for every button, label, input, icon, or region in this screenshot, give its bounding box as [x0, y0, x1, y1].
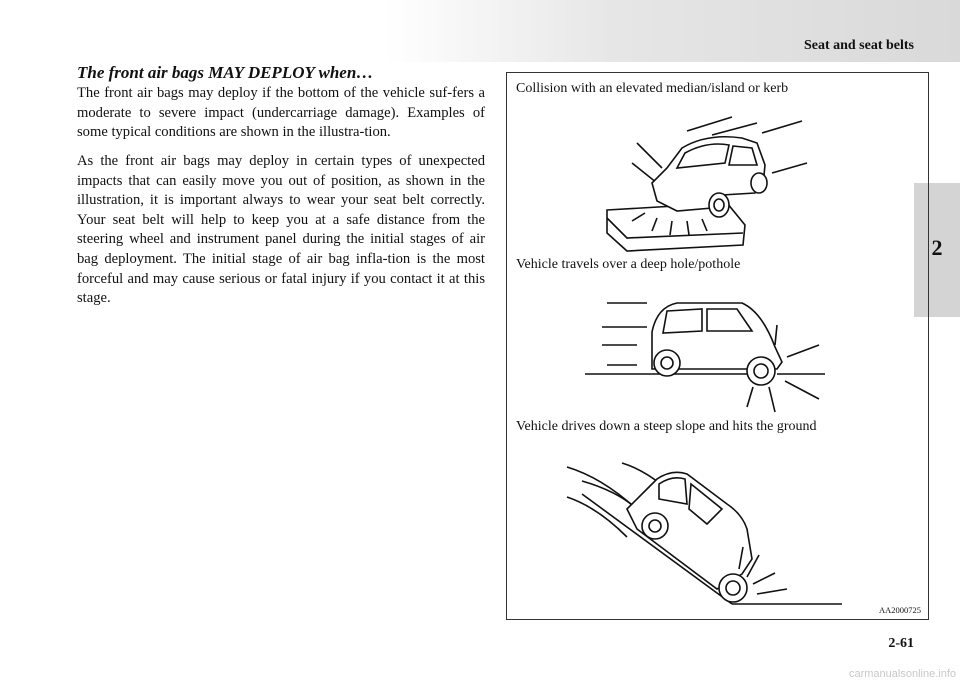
- motion-line: [582, 481, 637, 509]
- car-wheel: [642, 513, 668, 539]
- impact-mark: [757, 589, 787, 594]
- car-wheel: [751, 173, 767, 193]
- car-wheel: [709, 193, 729, 217]
- impact-mark: [753, 573, 775, 584]
- steep-slope-figure: [507, 449, 928, 609]
- illustration-panel: [506, 72, 929, 620]
- car-wheel: [719, 574, 747, 602]
- car-wheel: [654, 350, 680, 376]
- chapter-number: 2: [931, 235, 943, 260]
- impact-mark: [775, 325, 777, 345]
- motion-line: [567, 497, 627, 537]
- page-number: 2-61: [888, 636, 914, 651]
- paragraph-undercarriage: The front air bags may deploy if the bottom of the vehicle suf-fers a moderate to severe impact (undercarriage damage). Examples of some typical conditions are shown in the illustra-tion.: [77, 85, 485, 141]
- caption-pothole: Vehicle travels over a deep hole/pothole: [516, 257, 741, 272]
- kerb-collision-figure: [507, 113, 928, 263]
- impact-mark: [747, 387, 753, 407]
- kerb-edge: [607, 218, 743, 238]
- illustration-code: AA2000725: [878, 605, 921, 615]
- motion-line: [632, 163, 657, 183]
- watermark[interactable]: carmanualsonline.info: [848, 668, 956, 680]
- impact-mark: [687, 221, 689, 235]
- motion-line: [637, 143, 662, 168]
- impact-mark: [769, 387, 775, 412]
- section-heading: The front air bags MAY DEPLOY when…: [77, 63, 374, 82]
- impact-mark: [652, 218, 657, 231]
- impact-mark: [787, 345, 819, 357]
- motion-line: [712, 123, 757, 135]
- impact-mark: [632, 213, 645, 221]
- impact-mark: [702, 219, 707, 231]
- paragraph-seat-belt-warning: As the front air bags may deploy in certain types of unexpected impacts that can easily move you out of position, as shown in the illustration, it is important always to wear your seat belt correctly. Your seat belt will help to keep you at a safe distance from the steering wheel and instrument panel during the initial stages of air bag deployment. The initial stage of air bag infla-tion is the most forceful and may cause serious or fatal injury if you contact it at this stage.: [77, 153, 485, 307]
- motion-line: [687, 117, 732, 131]
- impact-mark: [670, 221, 672, 235]
- caption-steep-slope: Vehicle drives down a steep slope and hits the ground: [516, 419, 817, 434]
- car-wheel: [747, 357, 775, 385]
- motion-line: [762, 121, 802, 133]
- impact-mark: [785, 381, 819, 399]
- motion-line: [772, 163, 807, 173]
- pothole-figure: [507, 287, 928, 427]
- caption-kerb-collision: Collision with an elevated median/island or kerb: [516, 81, 789, 96]
- section-title: Seat and seat belts: [803, 38, 914, 53]
